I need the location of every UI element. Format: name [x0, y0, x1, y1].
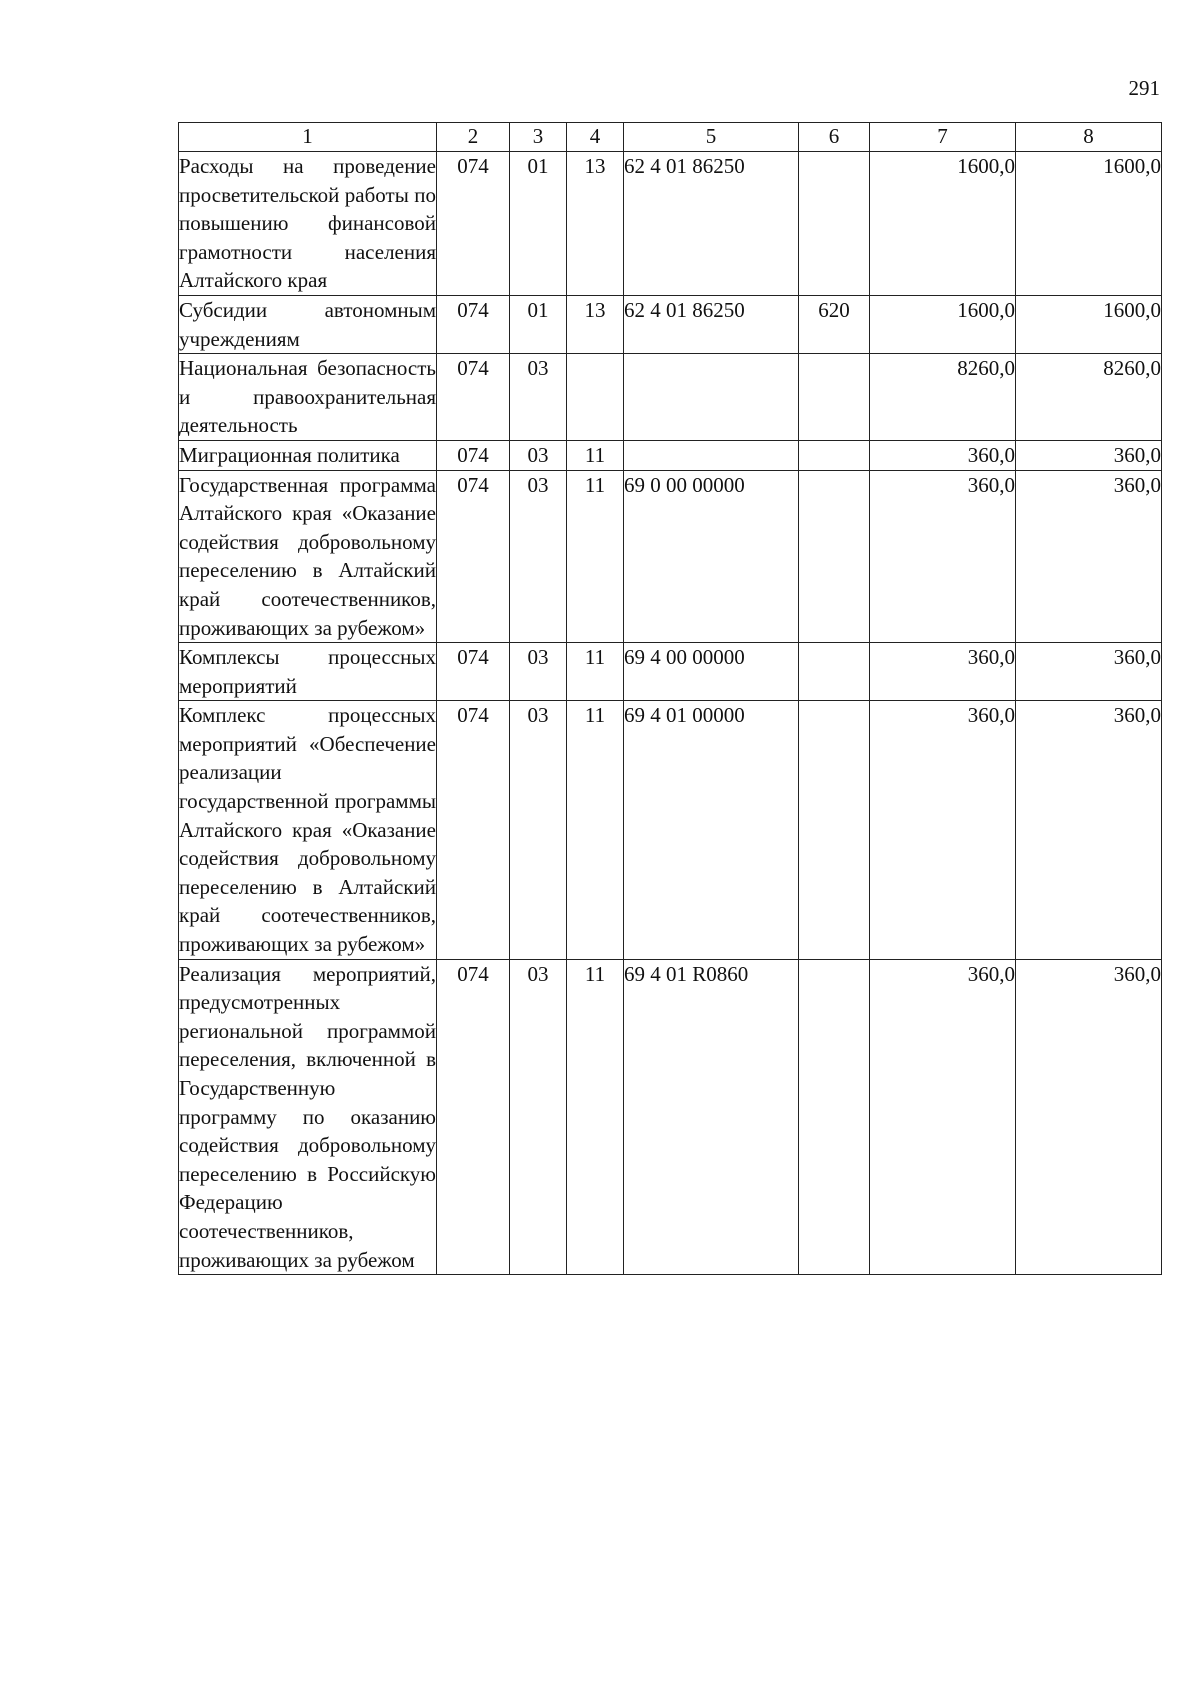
- subsection-code-cell: [567, 354, 624, 441]
- row-name-cell: Расходы на проведение просветительской работы по повышению финансовой грамотности населения Алтайского края: [179, 152, 437, 296]
- expense-type-cell: [799, 152, 870, 296]
- amount-col7-cell: 360,0: [870, 701, 1016, 959]
- target-article-cell: 69 4 01 00000: [624, 701, 799, 959]
- amount-col8-cell: 360,0: [1016, 440, 1162, 470]
- section-code-cell: 01: [510, 152, 567, 296]
- table-row: [179, 152, 1162, 296]
- expense-type-cell: [799, 643, 870, 701]
- subsection-code-cell: 11: [567, 470, 624, 643]
- section-code-cell: 03: [510, 959, 567, 1275]
- column-header-5: 5: [624, 123, 799, 152]
- column-header-1: 1: [179, 123, 437, 152]
- target-article-cell: 69 0 00 00000: [624, 470, 799, 643]
- amount-col7-cell: 360,0: [870, 643, 1016, 701]
- amount-col8-cell: 360,0: [1016, 701, 1162, 959]
- amount-col7-cell: 8260,0: [870, 354, 1016, 441]
- section-code-cell: 03: [510, 470, 567, 643]
- amount-col8-cell: 360,0: [1016, 643, 1162, 701]
- row-name-cell: Национальная безопасность и правоохранительная деятельность: [179, 354, 437, 441]
- subsection-code-cell: 11: [567, 701, 624, 959]
- ministry-code-cell: 074: [437, 354, 510, 441]
- ministry-code-cell: 074: [437, 295, 510, 353]
- amount-col7-cell: 360,0: [870, 959, 1016, 1275]
- table-row: [179, 354, 1162, 441]
- target-article-cell: 62 4 01 86250: [624, 152, 799, 296]
- amount-col7-cell: 1600,0: [870, 295, 1016, 353]
- subsection-code-cell: 13: [567, 295, 624, 353]
- column-header-7: 7: [870, 123, 1016, 152]
- section-code-cell: 01: [510, 295, 567, 353]
- amount-col8-cell: 360,0: [1016, 959, 1162, 1275]
- ministry-code-cell: 074: [437, 152, 510, 296]
- table-row: [179, 959, 1162, 1275]
- table-row: [179, 701, 1162, 959]
- row-name-cell: Миграционная политика: [179, 440, 437, 470]
- expense-type-cell: [799, 470, 870, 643]
- page-number: 291: [1128, 76, 1160, 100]
- row-name-cell: Реализация мероприятий, предусмотренных региональной программой переселения, включенной в Государственную программу по оказанию содействия добровольному переселению в Российскую Федерацию соотечественников, проживающих за рубежом: [179, 959, 437, 1275]
- table-row: [179, 295, 1162, 353]
- expense-type-cell: 620: [799, 295, 870, 353]
- target-article-cell: [624, 354, 799, 441]
- row-name-cell: Субсидии автономным учреждениям: [179, 295, 437, 353]
- target-article-cell: [624, 440, 799, 470]
- table-row: [179, 470, 1162, 643]
- ministry-code-cell: 074: [437, 440, 510, 470]
- section-code-cell: 03: [510, 354, 567, 441]
- subsection-code-cell: 11: [567, 959, 624, 1275]
- target-article-cell: 69 4 00 00000: [624, 643, 799, 701]
- column-header-6: 6: [799, 123, 870, 152]
- amount-col8-cell: 360,0: [1016, 470, 1162, 643]
- amount-col7-cell: 360,0: [870, 470, 1016, 643]
- row-name-cell: Государственная программа Алтайского края «Оказание содействия добровольному переселению в Алтайский край соотечественников, проживающих за рубежом»: [179, 470, 437, 643]
- subsection-code-cell: 13: [567, 152, 624, 296]
- target-article-cell: 62 4 01 86250: [624, 295, 799, 353]
- ministry-code-cell: 074: [437, 643, 510, 701]
- column-header-3: 3: [510, 123, 567, 152]
- column-header-8: 8: [1016, 123, 1162, 152]
- amount-col8-cell: 1600,0: [1016, 152, 1162, 296]
- amount-col7-cell: 1600,0: [870, 152, 1016, 296]
- expense-type-cell: [799, 701, 870, 959]
- expense-type-cell: [799, 354, 870, 441]
- expense-type-cell: [799, 440, 870, 470]
- ministry-code-cell: 074: [437, 701, 510, 959]
- section-code-cell: 03: [510, 643, 567, 701]
- column-header-4: 4: [567, 123, 624, 152]
- target-article-cell: 69 4 01 R0860: [624, 959, 799, 1275]
- column-header-2: 2: [437, 123, 510, 152]
- amount-col8-cell: 1600,0: [1016, 295, 1162, 353]
- expense-type-cell: [799, 959, 870, 1275]
- subsection-code-cell: 11: [567, 440, 624, 470]
- amount-col8-cell: 8260,0: [1016, 354, 1162, 441]
- amount-col7-cell: 360,0: [870, 440, 1016, 470]
- ministry-code-cell: 074: [437, 470, 510, 643]
- section-code-cell: 03: [510, 701, 567, 959]
- section-code-cell: 03: [510, 440, 567, 470]
- row-name-cell: Комплекс процессных мероприятий «Обеспечение реализации государственной программы Алтайского края «Оказание содействия добровольному переселению в Алтайский край соотечественников, проживающих за рубежом»: [179, 701, 437, 959]
- table-row: [179, 643, 1162, 701]
- table-row: [179, 440, 1162, 470]
- table-header-row: [179, 123, 1162, 152]
- subsection-code-cell: 11: [567, 643, 624, 701]
- budget-table: [178, 122, 1162, 1275]
- ministry-code-cell: 074: [437, 959, 510, 1275]
- row-name-cell: Комплексы процессных мероприятий: [179, 643, 437, 701]
